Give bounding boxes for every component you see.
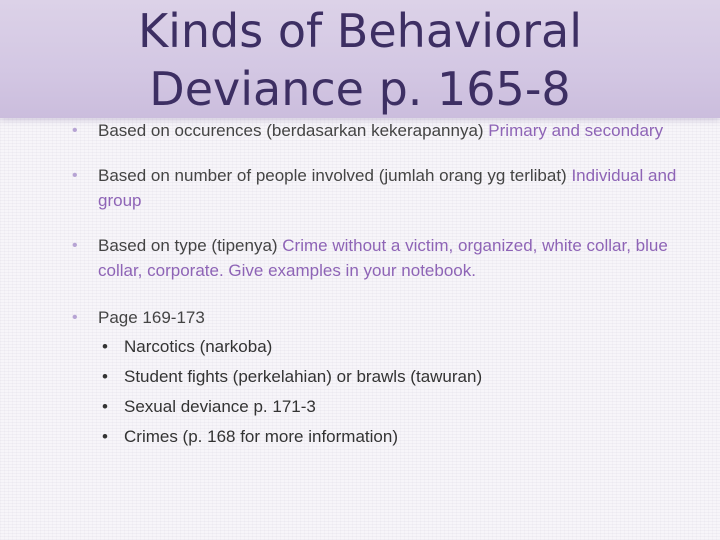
sub-bullet-list <box>98 332 678 452</box>
title-line-2: Deviance p. 165-8 <box>149 62 571 116</box>
sub-bullet-item <box>98 392 678 422</box>
bullet-item-type <box>58 233 678 283</box>
slide-title <box>0 2 720 118</box>
bullet-accent-text: Primary and secondary <box>488 121 664 140</box>
title-line-1: Kinds of Behavioral <box>137 4 583 58</box>
sub-bullet-item <box>98 332 678 362</box>
sub-bullet-item <box>98 362 678 392</box>
sub-bullet-icon: • <box>102 367 108 386</box>
bullet-accent-text: Crime without a victim, organized, white collar, blue collar, corporate. Give examples in your notebook. <box>98 236 668 280</box>
sub-bullet-text: Crimes (p. 168 for more information) <box>124 427 398 446</box>
bullet-icon: • <box>72 237 78 254</box>
bullet-item-page <box>58 305 678 452</box>
sub-bullet-icon: • <box>102 337 108 356</box>
sub-bullet-text: Sexual deviance p. 171-3 <box>124 397 316 416</box>
bullet-text: Based on type (tipenya) <box>98 236 283 255</box>
sub-bullet-text: Student fights (perkelahian) or brawls (tawuran) <box>124 367 483 386</box>
sub-bullet-text: Narcotics (narkoba) <box>124 337 273 356</box>
sub-bullet-item <box>98 422 678 452</box>
sub-bullet-icon: • <box>102 427 108 446</box>
bullet-list <box>58 118 678 452</box>
bullet-icon: • <box>72 167 78 184</box>
sub-bullet-icon: • <box>102 397 108 416</box>
bullet-item-occurences <box>58 118 678 143</box>
bullet-icon: • <box>72 309 78 326</box>
bullet-text: Based on number of people involved (jumlah orang yg terlibat) <box>98 166 572 185</box>
bullet-text: Page 169-173 <box>98 308 205 327</box>
title-band <box>0 0 720 118</box>
bullet-item-people <box>58 163 678 213</box>
bullet-accent-text: Individual and group <box>98 166 677 210</box>
bullet-text: Based on occurences (berdasarkan kekerapannya) <box>98 121 489 140</box>
bullet-icon: • <box>72 122 78 139</box>
